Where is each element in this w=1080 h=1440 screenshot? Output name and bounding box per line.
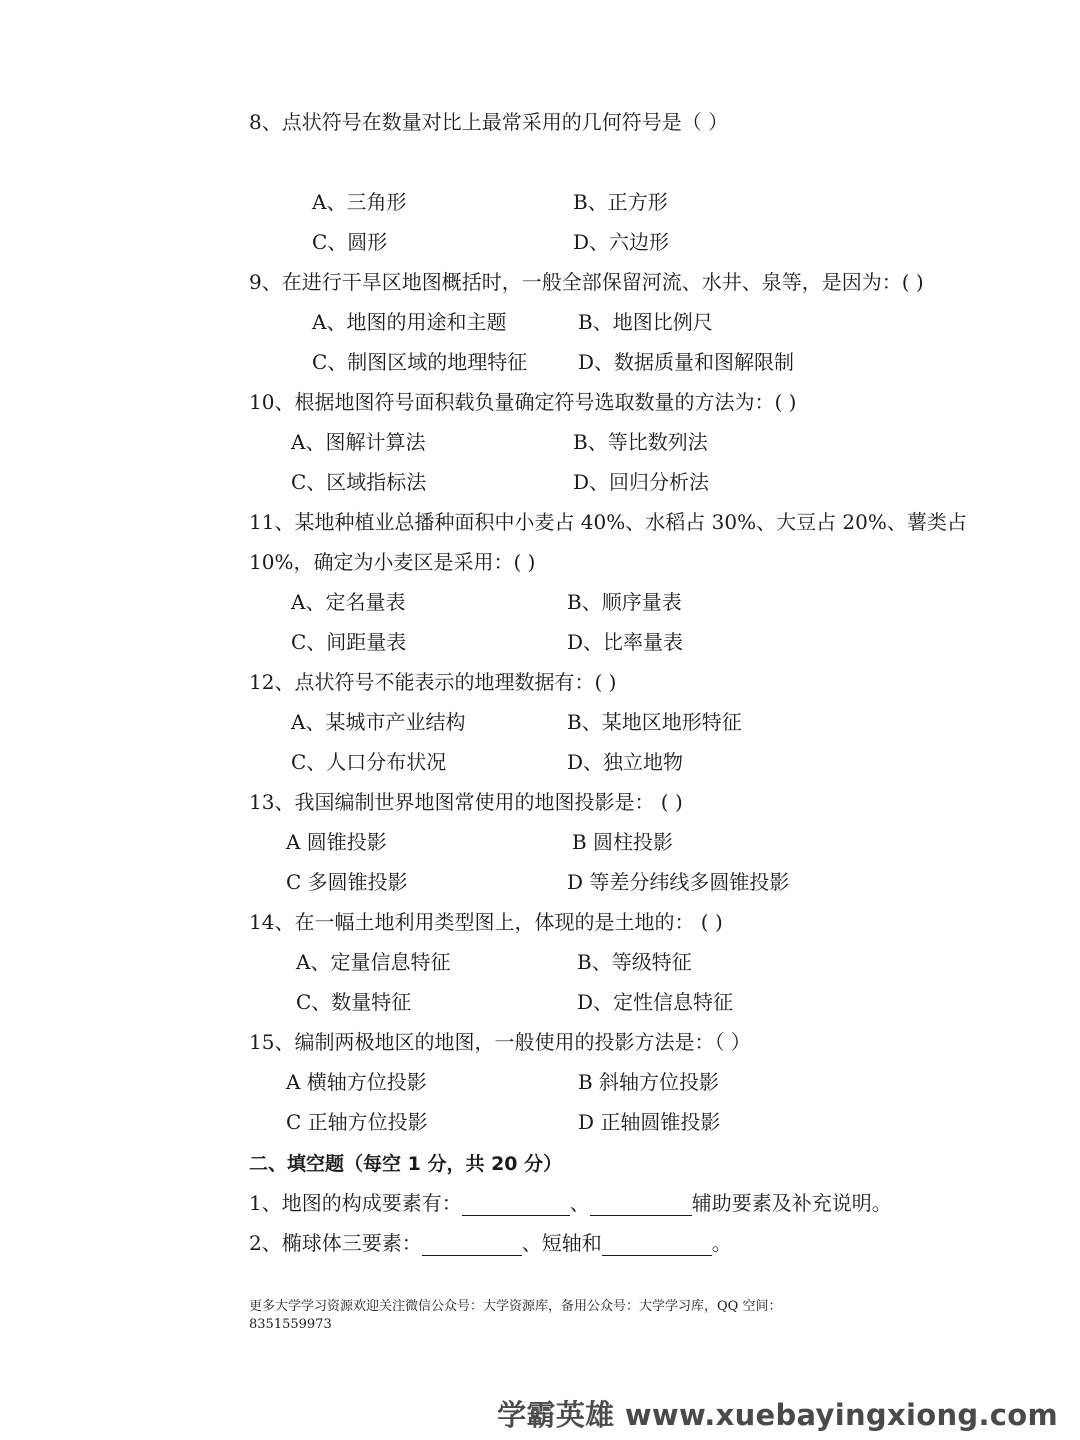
q11-option-a: A、定名量表	[291, 590, 406, 614]
question-10-stem: 10、根据地图符号面积载负量确定符号选取数量的方法为：( )	[249, 390, 797, 414]
fill-q1-blank-1[interactable]	[462, 1193, 570, 1216]
q15-option-c: C 正轴方位投影	[286, 1110, 428, 1134]
fill-q1-text-end: 辅助要素及补充说明。	[691, 1191, 892, 1215]
q8-option-b: B、正方形	[573, 190, 668, 214]
q9-option-a: A、地图的用途和主题	[312, 310, 507, 334]
question-11-stem-line1: 11、某地种植业总播种面积中小麦占 40%、水稻占 30%、大豆占 20%、薯类占	[249, 510, 967, 534]
q11-option-c: C、间距量表	[291, 630, 407, 654]
question-15-stem: 15、编制两极地区的地图，一般使用的投影方法是：（ ）	[249, 1030, 751, 1054]
q9-option-d: D、数据质量和图解限制	[578, 350, 795, 374]
q13-option-c: C 多圆锥投影	[286, 870, 408, 894]
q8-option-c: C、圆形	[312, 230, 388, 254]
q15-option-d: D 正轴圆锥投影	[578, 1110, 721, 1134]
q10-option-d: D、回归分析法	[573, 470, 710, 494]
q15-option-b: B 斜轴方位投影	[578, 1070, 720, 1094]
q10-option-a: A、图解计算法	[291, 430, 426, 454]
fill-q1-separator: 、	[569, 1191, 590, 1215]
q12-option-d: D、独立地物	[567, 750, 684, 774]
footer-qq-number: 8351559973	[249, 1317, 332, 1332]
site-watermark: 学霸英雄 www.xuebayingxiong.com	[497, 1398, 1058, 1432]
q9-option-b: B、地图比例尺	[578, 310, 713, 334]
question-12-stem: 12、点状符号不能表示的地理数据有：( )	[249, 670, 617, 694]
fill-q2-blank-2[interactable]	[602, 1233, 712, 1256]
question-11-stem-line2: 10%，确定为小麦区是采用：( )	[249, 550, 536, 574]
q8-option-d: D、六边形	[573, 230, 670, 254]
question-9-stem: 9、在进行干旱区地图概括时，一般全部保留河流、水井、泉等，是因为：( )	[249, 270, 924, 294]
q14-option-d: D、定性信息特征	[577, 990, 734, 1014]
q12-option-b: B、某地区地形特征	[567, 710, 742, 734]
fill-question-2	[249, 1229, 732, 1257]
fill-q1-blank-2[interactable]	[590, 1193, 692, 1216]
footer-promo-line: 更多大学学习资源欢迎关注微信公众号：大学资源库，备用公众号：大学学习库，QQ 空间：	[249, 1299, 782, 1314]
q10-option-c: C、区域指标法	[291, 470, 427, 494]
q11-option-b: B、顺序量表	[567, 590, 682, 614]
fill-q1-text-start: 1、地图的构成要素有：	[249, 1191, 462, 1215]
question-8-stem: 8、点状符号在数量对比上最常采用的几何符号是（ ）	[249, 110, 729, 134]
q14-option-a: A、定量信息特征	[296, 950, 451, 974]
q15-option-a: A 横轴方位投影	[286, 1070, 427, 1094]
q13-option-d: D 等差分纬线多圆锥投影	[567, 870, 790, 894]
question-13-stem: 13、我国编制世界地图常使用的地图投影是： ( )	[249, 790, 683, 814]
q10-option-b: B、等比数列法	[573, 430, 708, 454]
q8-option-a: A、三角形	[312, 190, 407, 214]
q13-option-b: B 圆柱投影	[572, 830, 674, 854]
fill-q2-text-end: 。	[711, 1231, 732, 1255]
q9-option-c: C、制图区域的地理特征	[312, 350, 528, 374]
q13-option-a: A 圆锥投影	[286, 830, 387, 854]
q14-option-b: B、等级特征	[577, 950, 692, 974]
question-14-stem: 14、在一幅土地利用类型图上，体现的是土地的： ( )	[249, 910, 723, 934]
q14-option-c: C、数量特征	[296, 990, 412, 1014]
fill-q2-blank-1[interactable]	[422, 1233, 522, 1256]
fill-question-1	[249, 1189, 892, 1217]
fill-q2-text-start: 2、椭球体三要素：	[249, 1231, 422, 1255]
q12-option-c: C、人口分布状况	[291, 750, 447, 774]
q11-option-d: D、比率量表	[567, 630, 684, 654]
section-heading-fill-in: 二、填空题（每空 1 分，共 20 分）	[249, 1153, 563, 1175]
fill-q2-separator: 、短轴和	[521, 1231, 602, 1255]
q12-option-a: A、某城市产业结构	[291, 710, 466, 734]
